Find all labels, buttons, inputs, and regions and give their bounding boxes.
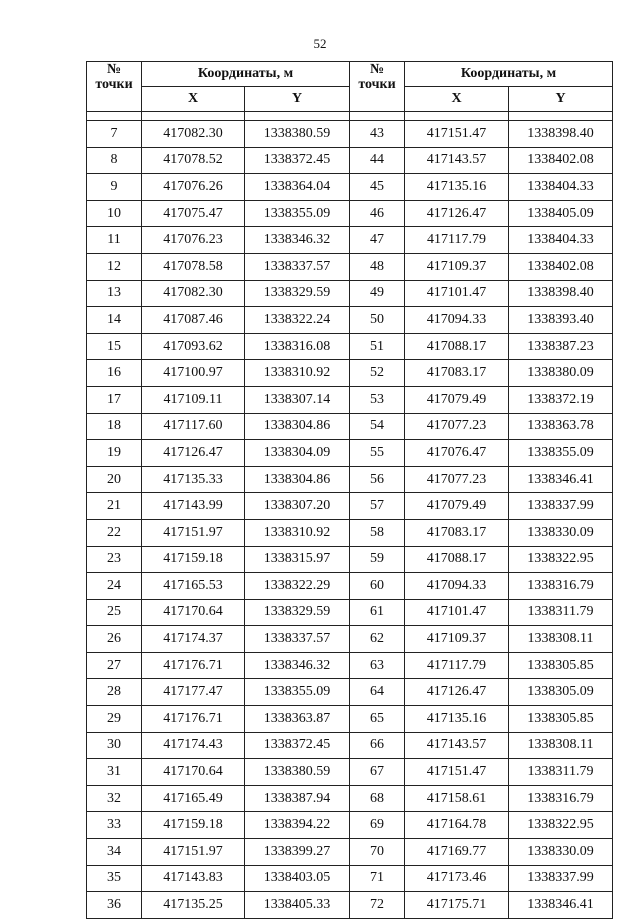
- y-coordinate-cell: 1338304.86: [245, 466, 350, 493]
- y-coordinate-cell: 1338398.40: [509, 121, 613, 148]
- table-row: [87, 121, 613, 148]
- point-number-cell: 8: [87, 147, 142, 174]
- y-coordinate-cell: 1338372.19: [509, 386, 613, 413]
- point-number-cell: 69: [350, 812, 405, 839]
- x-coordinate-cell: 417076.47: [405, 440, 509, 467]
- y-coordinate-cell: 1338316.79: [509, 785, 613, 812]
- page-number: 52: [313, 36, 327, 51]
- point-number-cell: 25: [87, 599, 142, 626]
- point-number-header-right: [350, 62, 405, 112]
- y-coordinate-cell: 1338398.40: [509, 280, 613, 307]
- y-coordinate-cell: 1338346.32: [245, 652, 350, 679]
- y-coordinate-cell: 1338322.24: [245, 307, 350, 334]
- table-row: [87, 386, 613, 413]
- x-coordinate-cell: 417082.30: [142, 121, 245, 148]
- point-number-cell: 9: [87, 174, 142, 201]
- x-coordinate-cell: 417077.23: [405, 466, 509, 493]
- x-coordinate-cell: 417165.49: [142, 785, 245, 812]
- table-row: [87, 493, 613, 520]
- table-row: [87, 759, 613, 786]
- y-coordinate-cell: 1338311.79: [509, 759, 613, 786]
- point-number-cell: 57: [350, 493, 405, 520]
- point-number-cell: 67: [350, 759, 405, 786]
- point-number-cell: 27: [87, 652, 142, 679]
- x-coordinate-cell: 417082.30: [142, 280, 245, 307]
- point-number-cell: 23: [87, 546, 142, 573]
- table-row: [87, 174, 613, 201]
- y-coordinate-cell: 1338322.29: [245, 573, 350, 600]
- y-coordinate-cell: 1338404.33: [509, 227, 613, 254]
- x-coordinate-cell: 417079.49: [405, 386, 509, 413]
- x-coordinate-cell: 417174.43: [142, 732, 245, 759]
- point-number-cell: 43: [350, 121, 405, 148]
- y-coordinate-cell: 1338355.09: [245, 679, 350, 706]
- y-coordinate-cell: 1338305.85: [509, 652, 613, 679]
- x-coordinate-cell: 417151.47: [405, 121, 509, 148]
- table-row: [87, 546, 613, 573]
- y-coordinate-cell: 1338399.27: [245, 839, 350, 866]
- y-coordinate-cell: 1338372.45: [245, 732, 350, 759]
- table-row: [87, 732, 613, 759]
- x-coordinate-cell: 417159.18: [142, 546, 245, 573]
- point-number-cell: 26: [87, 626, 142, 653]
- x-coordinate-cell: 417077.23: [405, 413, 509, 440]
- y-coordinate-cell: 1338329.59: [245, 280, 350, 307]
- y-coordinate-cell: 1338308.11: [509, 626, 613, 653]
- y-header-right: Y: [509, 87, 613, 112]
- x-coordinate-cell: 417175.71: [405, 892, 509, 919]
- point-number-cell: 35: [87, 865, 142, 892]
- x-coordinate-cell: 417164.78: [405, 812, 509, 839]
- point-number-cell: 18: [87, 413, 142, 440]
- table-row: [87, 253, 613, 280]
- y-coordinate-cell: 1338330.09: [509, 839, 613, 866]
- y-coordinate-cell: 1338394.22: [245, 812, 350, 839]
- y-coordinate-cell: 1338403.05: [245, 865, 350, 892]
- x-coordinate-cell: 417177.47: [142, 679, 245, 706]
- y-coordinate-cell: 1338322.95: [509, 546, 613, 573]
- x-coordinate-cell: 417083.17: [405, 519, 509, 546]
- y-coordinate-cell: 1338346.41: [509, 892, 613, 919]
- x-coordinate-cell: 417135.16: [405, 174, 509, 201]
- point-number-cell: 10: [87, 200, 142, 227]
- y-coordinate-cell: 1338387.94: [245, 785, 350, 812]
- table-row: [87, 147, 613, 174]
- x-coordinate-cell: 417101.47: [405, 599, 509, 626]
- point-number-cell: 64: [350, 679, 405, 706]
- x-coordinate-cell: 417094.33: [405, 573, 509, 600]
- point-number-cell: 19: [87, 440, 142, 467]
- point-number-cell: 60: [350, 573, 405, 600]
- x-coordinate-cell: 417126.47: [405, 679, 509, 706]
- y-coordinate-cell: 1338363.87: [245, 706, 350, 733]
- y-coordinate-cell: 1338337.57: [245, 253, 350, 280]
- x-coordinate-cell: 417117.60: [142, 413, 245, 440]
- table-row: [87, 812, 613, 839]
- x-coordinate-cell: 417135.25: [142, 892, 245, 919]
- point-number-cell: 61: [350, 599, 405, 626]
- y-coordinate-cell: 1338311.79: [509, 599, 613, 626]
- x-coordinate-cell: 417083.17: [405, 360, 509, 387]
- table-row: [87, 360, 613, 387]
- x-coordinate-cell: 417100.97: [142, 360, 245, 387]
- y-coordinate-cell: 1338337.99: [509, 865, 613, 892]
- table-row: [87, 839, 613, 866]
- point-number-cell: 52: [350, 360, 405, 387]
- table-row: [87, 652, 613, 679]
- coordinates-table: [86, 61, 613, 919]
- point-number-cell: 72: [350, 892, 405, 919]
- table-row: [87, 679, 613, 706]
- point-number-cell: 47: [350, 227, 405, 254]
- y-coordinate-cell: 1338355.09: [509, 440, 613, 467]
- x-coordinate-cell: 417170.64: [142, 599, 245, 626]
- point-number-cell: 28: [87, 679, 142, 706]
- table-row: [87, 280, 613, 307]
- point-number-cell: 62: [350, 626, 405, 653]
- point-number-cell: 49: [350, 280, 405, 307]
- x-coordinate-cell: 417093.62: [142, 333, 245, 360]
- x-coordinate-cell: 417143.57: [405, 147, 509, 174]
- coordinates-header-right: Координаты, м: [405, 62, 613, 87]
- table-row: [87, 626, 613, 653]
- y-coordinate-cell: 1338304.86: [245, 413, 350, 440]
- x-coordinate-cell: 417158.61: [405, 785, 509, 812]
- table-row: [87, 413, 613, 440]
- point-number-cell: 20: [87, 466, 142, 493]
- table-row: [87, 333, 613, 360]
- point-label: точки: [95, 77, 133, 92]
- point-number-cell: 7: [87, 121, 142, 148]
- point-number-cell: 34: [87, 839, 142, 866]
- y-coordinate-cell: 1338316.08: [245, 333, 350, 360]
- point-number-cell: 51: [350, 333, 405, 360]
- point-number-cell: 48: [350, 253, 405, 280]
- table-header: [87, 62, 613, 121]
- x-coordinate-cell: 417176.71: [142, 652, 245, 679]
- y-coordinate-cell: 1338380.59: [245, 759, 350, 786]
- y-coordinate-cell: 1338307.14: [245, 386, 350, 413]
- y-coordinate-cell: 1338346.41: [509, 466, 613, 493]
- point-number-cell: 55: [350, 440, 405, 467]
- point-number-cell: 56: [350, 466, 405, 493]
- y-coordinate-cell: 1338405.33: [245, 892, 350, 919]
- point-number-cell: 11: [87, 227, 142, 254]
- y-coordinate-cell: 1338337.57: [245, 626, 350, 653]
- x-coordinate-cell: 417165.53: [142, 573, 245, 600]
- point-number-cell: 58: [350, 519, 405, 546]
- table-row: [87, 573, 613, 600]
- table-row: [87, 785, 613, 812]
- x-coordinate-cell: 417126.47: [142, 440, 245, 467]
- point-number-cell: 65: [350, 706, 405, 733]
- x-coordinate-cell: 417143.83: [142, 865, 245, 892]
- x-coordinate-cell: 417151.97: [142, 519, 245, 546]
- table-row: [87, 599, 613, 626]
- y-header-left: Y: [245, 87, 350, 112]
- point-number-header-left: [87, 62, 142, 112]
- point-number-cell: 66: [350, 732, 405, 759]
- y-coordinate-cell: 1338330.09: [509, 519, 613, 546]
- x-coordinate-cell: 417109.37: [405, 253, 509, 280]
- table-row: [87, 865, 613, 892]
- point-number-cell: 30: [87, 732, 142, 759]
- x-coordinate-cell: 417109.37: [405, 626, 509, 653]
- point-number-cell: 46: [350, 200, 405, 227]
- x-coordinate-cell: 417143.57: [405, 732, 509, 759]
- x-coordinate-cell: 417101.47: [405, 280, 509, 307]
- point-number-cell: 53: [350, 386, 405, 413]
- y-coordinate-cell: 1338404.33: [509, 174, 613, 201]
- y-coordinate-cell: 1338372.45: [245, 147, 350, 174]
- y-coordinate-cell: 1338322.95: [509, 812, 613, 839]
- point-number-cell: 24: [87, 573, 142, 600]
- y-coordinate-cell: 1338308.11: [509, 732, 613, 759]
- y-coordinate-cell: 1338364.04: [245, 174, 350, 201]
- x-coordinate-cell: 417143.99: [142, 493, 245, 520]
- point-number-cell: 36: [87, 892, 142, 919]
- y-coordinate-cell: 1338387.23: [509, 333, 613, 360]
- y-coordinate-cell: 1338316.79: [509, 573, 613, 600]
- point-number-cell: 21: [87, 493, 142, 520]
- x-coordinate-cell: 417169.77: [405, 839, 509, 866]
- y-coordinate-cell: 1338337.99: [509, 493, 613, 520]
- x-coordinate-cell: 417117.79: [405, 227, 509, 254]
- x-coordinate-cell: 417135.16: [405, 706, 509, 733]
- point-number-cell: 14: [87, 307, 142, 334]
- point-number-cell: 68: [350, 785, 405, 812]
- y-coordinate-cell: 1338363.78: [509, 413, 613, 440]
- point-number-cell: 71: [350, 865, 405, 892]
- point-number-cell: 12: [87, 253, 142, 280]
- point-number-cell: 59: [350, 546, 405, 573]
- point-number-cell: 31: [87, 759, 142, 786]
- x-coordinate-cell: 417079.49: [405, 493, 509, 520]
- x-coordinate-cell: 417173.46: [405, 865, 509, 892]
- x-coordinate-cell: 417126.47: [405, 200, 509, 227]
- x-coordinate-cell: 417135.33: [142, 466, 245, 493]
- x-header-left: X: [142, 87, 245, 112]
- table-row: [87, 466, 613, 493]
- x-coordinate-cell: 417087.46: [142, 307, 245, 334]
- y-coordinate-cell: 1338346.32: [245, 227, 350, 254]
- point-number-cell: 45: [350, 174, 405, 201]
- point-number-cell: 29: [87, 706, 142, 733]
- header-spacer: [87, 112, 613, 121]
- point-label: точки: [358, 77, 396, 92]
- point-number-cell: 13: [87, 280, 142, 307]
- point-number-cell: 33: [87, 812, 142, 839]
- point-number-cell: 70: [350, 839, 405, 866]
- point-number-cell: 16: [87, 360, 142, 387]
- y-coordinate-cell: 1338402.08: [509, 147, 613, 174]
- x-coordinate-cell: 417078.52: [142, 147, 245, 174]
- point-number-cell: 22: [87, 519, 142, 546]
- x-coordinate-cell: 417109.11: [142, 386, 245, 413]
- table-row: [87, 892, 613, 919]
- x-coordinate-cell: 417076.26: [142, 174, 245, 201]
- x-coordinate-cell: 417078.58: [142, 253, 245, 280]
- point-number-cell: 17: [87, 386, 142, 413]
- x-coordinate-cell: 417151.97: [142, 839, 245, 866]
- y-coordinate-cell: 1338402.08: [509, 253, 613, 280]
- y-coordinate-cell: 1338304.09: [245, 440, 350, 467]
- table-row: [87, 519, 613, 546]
- point-number-cell: 44: [350, 147, 405, 174]
- x-coordinate-cell: 417075.47: [142, 200, 245, 227]
- y-coordinate-cell: 1338307.20: [245, 493, 350, 520]
- x-coordinate-cell: 417088.17: [405, 546, 509, 573]
- y-coordinate-cell: 1338380.09: [509, 360, 613, 387]
- x-coordinate-cell: 417176.71: [142, 706, 245, 733]
- point-number-cell: 15: [87, 333, 142, 360]
- x-coordinate-cell: 417076.23: [142, 227, 245, 254]
- y-coordinate-cell: 1338380.59: [245, 121, 350, 148]
- point-number-cell: 63: [350, 652, 405, 679]
- y-coordinate-cell: 1338310.92: [245, 519, 350, 546]
- y-coordinate-cell: 1338315.97: [245, 546, 350, 573]
- y-coordinate-cell: 1338305.09: [509, 679, 613, 706]
- table-row: [87, 706, 613, 733]
- table-row: [87, 440, 613, 467]
- point-number-cell: 32: [87, 785, 142, 812]
- y-coordinate-cell: 1338405.09: [509, 200, 613, 227]
- coordinates-header-left: Координаты, м: [142, 62, 350, 87]
- x-coordinate-cell: 417174.37: [142, 626, 245, 653]
- point-number-cell: 54: [350, 413, 405, 440]
- x-coordinate-cell: 417170.64: [142, 759, 245, 786]
- x-coordinate-cell: 417094.33: [405, 307, 509, 334]
- x-header-right: X: [405, 87, 509, 112]
- y-coordinate-cell: 1338393.40: [509, 307, 613, 334]
- number-sign: №: [369, 62, 385, 77]
- number-sign: №: [106, 62, 122, 77]
- y-coordinate-cell: 1338310.92: [245, 360, 350, 387]
- x-coordinate-cell: 417088.17: [405, 333, 509, 360]
- x-coordinate-cell: 417117.79: [405, 652, 509, 679]
- x-coordinate-cell: 417159.18: [142, 812, 245, 839]
- point-number-cell: 50: [350, 307, 405, 334]
- table-row: [87, 307, 613, 334]
- table-body: [87, 121, 613, 919]
- y-coordinate-cell: 1338329.59: [245, 599, 350, 626]
- y-coordinate-cell: 1338355.09: [245, 200, 350, 227]
- y-coordinate-cell: 1338305.85: [509, 706, 613, 733]
- table-row: [87, 227, 613, 254]
- x-coordinate-cell: 417151.47: [405, 759, 509, 786]
- table-row: [87, 200, 613, 227]
